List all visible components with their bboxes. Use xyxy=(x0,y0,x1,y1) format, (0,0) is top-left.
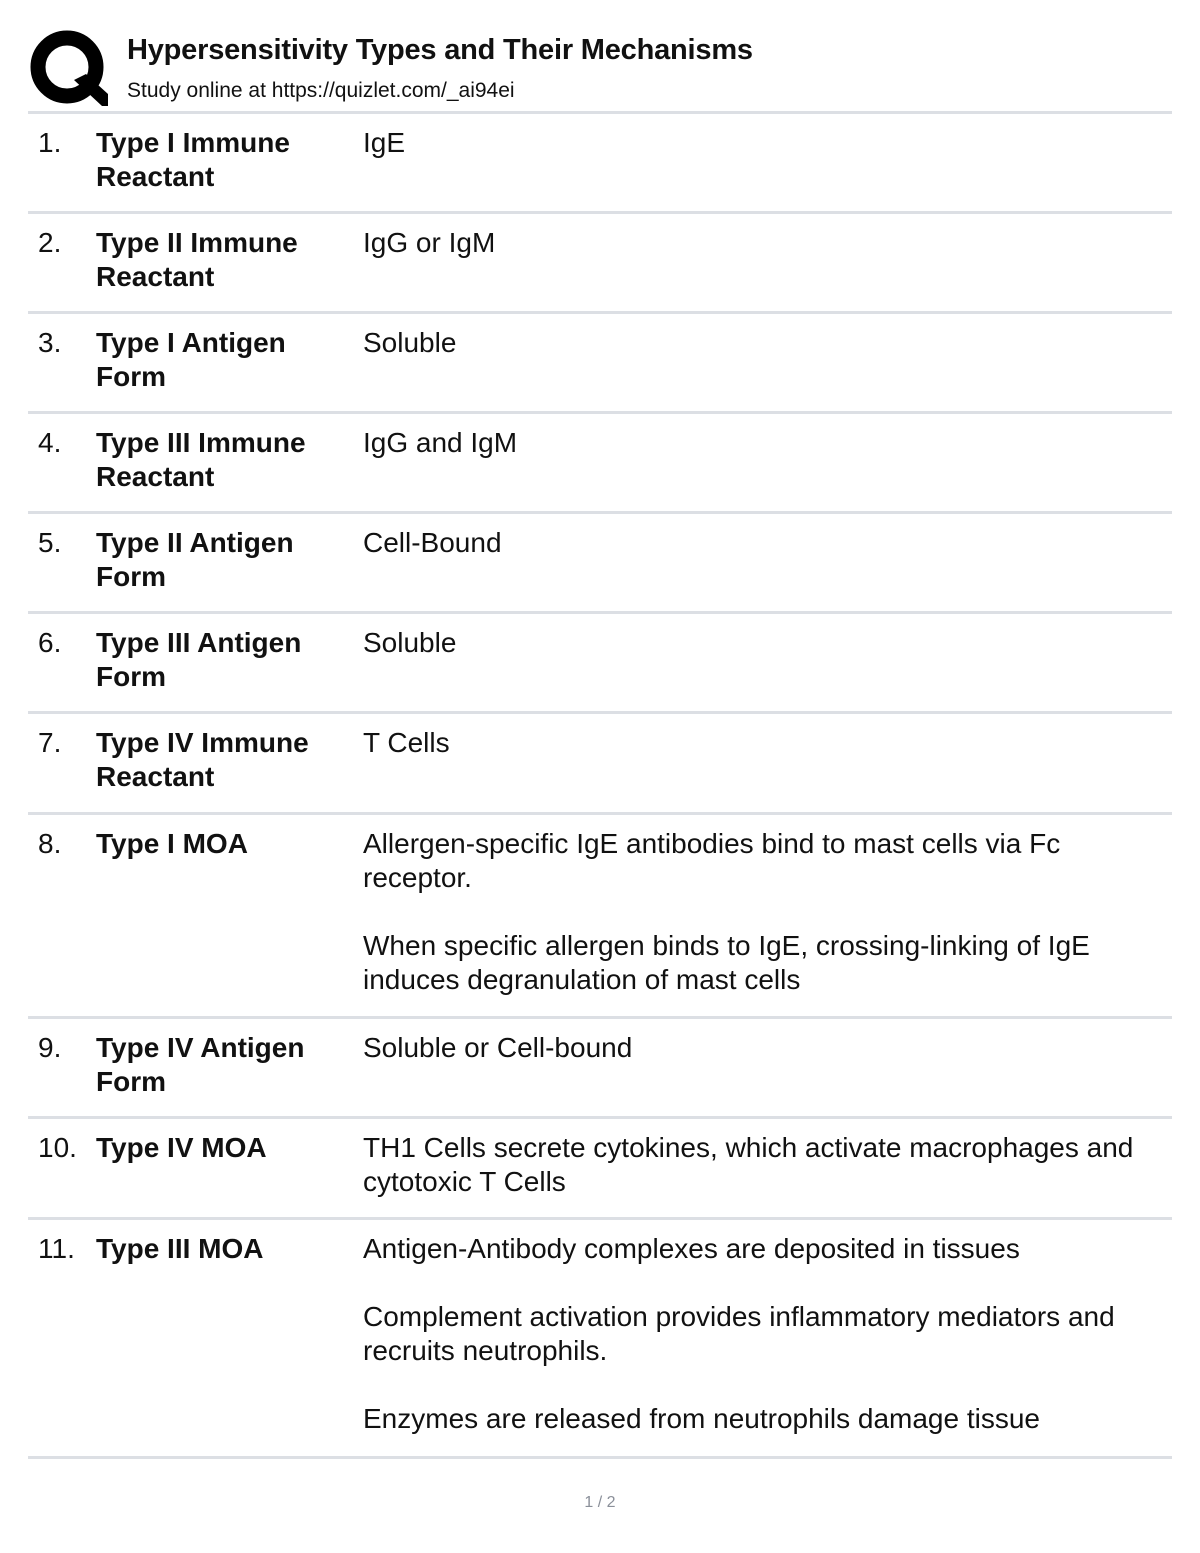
card-number: 11. xyxy=(38,1233,75,1264)
definition-paragraph: Soluble xyxy=(363,327,457,358)
card-term: Type II Immune Reactant xyxy=(96,227,298,292)
definition-paragraph: Soluble or Cell-bound xyxy=(363,1032,633,1063)
card-term: Type III MOA xyxy=(96,1233,264,1264)
flashcard-row xyxy=(28,611,1172,711)
card-definition xyxy=(363,326,1172,411)
definition-paragraph: Cell-Bound xyxy=(363,527,502,558)
card-number: 4. xyxy=(38,427,62,458)
card-definition xyxy=(363,626,1172,711)
card-definition xyxy=(363,1232,1172,1456)
divider xyxy=(28,1456,1172,1459)
definition-paragraph: Soluble xyxy=(363,627,457,658)
card-number: 3. xyxy=(38,327,62,358)
flashcard-row xyxy=(28,1016,1172,1116)
card-number: 1. xyxy=(38,127,62,158)
card-definition xyxy=(363,1031,1172,1116)
card-number: 5. xyxy=(38,527,62,558)
definition-paragraph: TH1 Cells secrete cytokines, which activate macrophages and cytotoxic T Cells xyxy=(363,1132,1134,1197)
card-number: 7. xyxy=(38,727,62,758)
flashcard-row xyxy=(28,311,1172,411)
card-number: 2. xyxy=(38,227,62,258)
card-term: Type IV MOA xyxy=(96,1132,267,1163)
card-number: 9. xyxy=(38,1032,62,1063)
card-definition xyxy=(363,226,1172,311)
page-header xyxy=(28,28,1172,114)
definition-paragraph: Allergen-specific IgE antibodies bind to mast cells via Fc receptor. xyxy=(363,828,1061,893)
page-number: 1 / 2 xyxy=(584,1494,616,1511)
definition-paragraph: Antigen-Antibody complexes are deposited in tissues xyxy=(363,1233,1020,1264)
card-number: 8. xyxy=(38,828,62,859)
card-definition xyxy=(363,827,1172,1016)
flashcard-row xyxy=(28,211,1172,311)
flashcard-list xyxy=(28,111,1172,1459)
flashcard-row xyxy=(28,812,1172,1016)
definition-paragraph: Enzymes are released from neutrophils damage tissue xyxy=(363,1403,1041,1434)
definition-paragraph: IgE xyxy=(363,127,406,158)
card-term: Type II Antigen Form xyxy=(96,527,294,592)
card-term: Type III Immune Reactant xyxy=(96,427,306,492)
card-term: Type I Antigen Form xyxy=(96,327,286,392)
study-online-link[interactable]: Study online at https://quizlet.com/_ai94ei xyxy=(127,79,515,102)
flashcard-row xyxy=(28,411,1172,511)
definition-paragraph: T Cells xyxy=(363,727,450,758)
card-term: Type I MOA xyxy=(96,828,248,859)
card-term: Type IV Antigen Form xyxy=(96,1032,305,1097)
flashcard-row xyxy=(28,711,1172,812)
card-term: Type III Antigen Form xyxy=(96,627,302,692)
card-definition xyxy=(363,726,1172,812)
card-definition xyxy=(363,126,1172,211)
card-term: Type I Immune Reactant xyxy=(96,127,290,192)
definition-paragraph: Complement activation provides inflammatory mediators and recruits neutrophils. xyxy=(363,1301,1115,1366)
flashcard-row xyxy=(28,1116,1172,1217)
flashcard-row xyxy=(28,511,1172,611)
card-definition xyxy=(363,526,1172,611)
definition-paragraph: IgG and IgM xyxy=(363,427,518,458)
flashcard-row xyxy=(28,111,1172,211)
card-term: Type IV Immune Reactant xyxy=(96,727,309,792)
card-number: 6. xyxy=(38,627,62,658)
definition-paragraph: When specific allergen binds to IgE, crossing-linking of IgE induces degranulation of mast cells xyxy=(363,930,1090,995)
quizlet-logo-icon xyxy=(30,30,108,108)
definition-paragraph: IgG or IgM xyxy=(363,227,496,258)
card-definition xyxy=(363,426,1172,511)
card-definition xyxy=(363,1131,1172,1217)
page-title: Hypersensitivity Types and Their Mechanisms xyxy=(127,34,753,66)
flashcard-row xyxy=(28,1217,1172,1456)
card-number: 10. xyxy=(38,1132,77,1163)
